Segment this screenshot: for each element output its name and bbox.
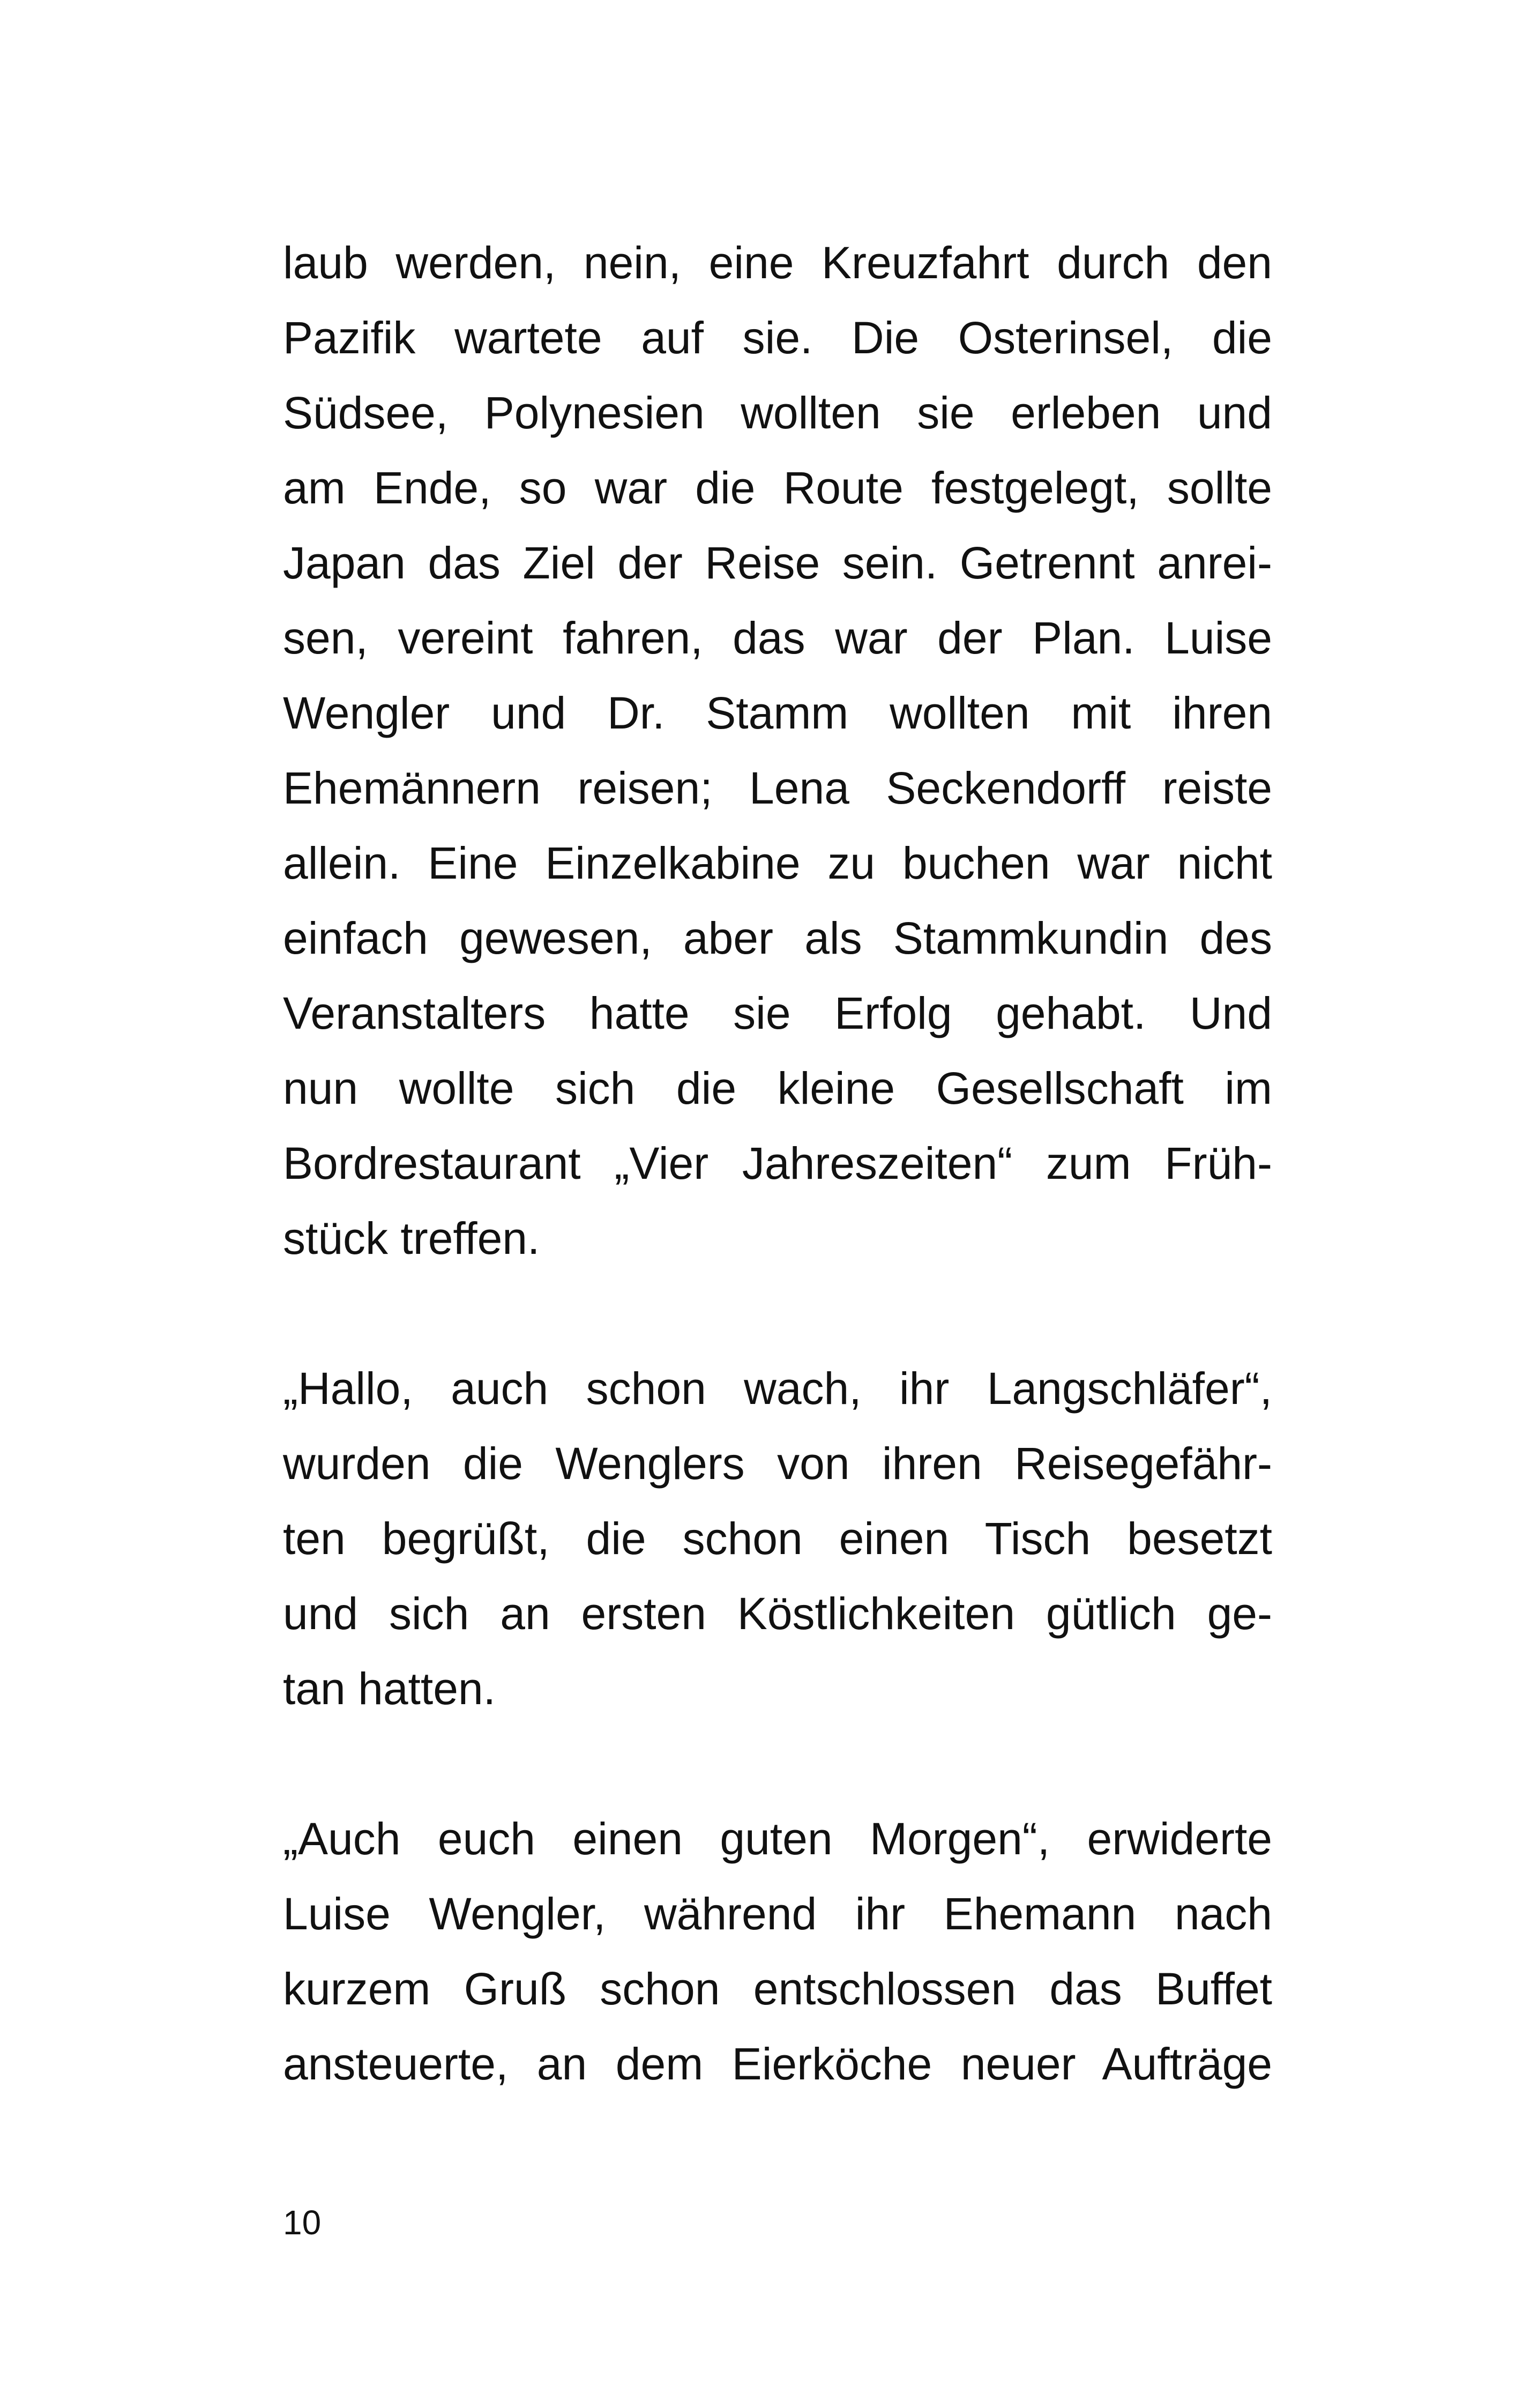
- body-text: [283, 225, 1272, 2101]
- text-line: am Ende, so war die Route festgelegt, sollte: [283, 463, 1272, 513]
- page-number: 10: [283, 2203, 322, 2242]
- text-line: und sich an ersten Köstlichkeiten gütlich ge-: [283, 1588, 1272, 1639]
- text-line: laub werden, nein, eine Kreuzfahrt durch den: [283, 237, 1272, 288]
- text-line: einfach gewesen, aber als Stammkundin des: [283, 913, 1272, 963]
- text-line: ansteuerte, an dem Eierköche neuer Aufträge: [283, 2039, 1272, 2089]
- text-line: kurzem Gruß schon entschlossen das Buffet: [283, 1964, 1272, 2014]
- paragraph-gap: [283, 1276, 1272, 1351]
- text-line: Veranstalters hatte sie Erfolg gehabt. Und: [283, 988, 1272, 1038]
- text-line: Wengler und Dr. Stamm wollten mit ihren: [283, 688, 1272, 738]
- text-line: stück treffen.: [283, 1213, 540, 1264]
- text-line: sen, vereint fahren, das war der Plan. Luise: [283, 613, 1272, 663]
- paragraph-gap: [283, 1726, 1272, 1801]
- text-line: Ehemännern reisen; Lena Seckendorff reiste: [283, 763, 1272, 813]
- text-line: tan hatten.: [283, 1663, 496, 1714]
- text-line: ten begrüßt, die schon einen Tisch besetzt: [283, 1513, 1272, 1564]
- paragraph-2: [283, 1351, 1272, 1726]
- text-line: Südsee, Polynesien wollten sie erleben und: [283, 388, 1272, 438]
- text-line: Luise Wengler, während ihr Ehemann nach: [283, 1889, 1272, 1939]
- paragraph-1: [283, 225, 1272, 1276]
- text-line: Bordrestaurant „Vier Jahreszeiten“ zum Früh-: [283, 1138, 1272, 1188]
- paragraph-3: [283, 1801, 1272, 2101]
- text-line: „Auch euch einen guten Morgen“, erwiderte: [283, 1814, 1272, 1864]
- text-line: Japan das Ziel der Reise sein. Getrennt anrei-: [283, 538, 1272, 588]
- text-line: wurden die Wenglers von ihren Reisegefähr-: [283, 1438, 1272, 1489]
- text-line: allein. Eine Einzelkabine zu buchen war nicht: [283, 838, 1272, 888]
- text-line: „Hallo, auch schon wach, ihr Langschläfer“,: [283, 1363, 1272, 1414]
- text-line: nun wollte sich die kleine Gesellschaft im: [283, 1063, 1272, 1113]
- text-line: Pazifik wartete auf sie. Die Osterinsel, die: [283, 313, 1272, 363]
